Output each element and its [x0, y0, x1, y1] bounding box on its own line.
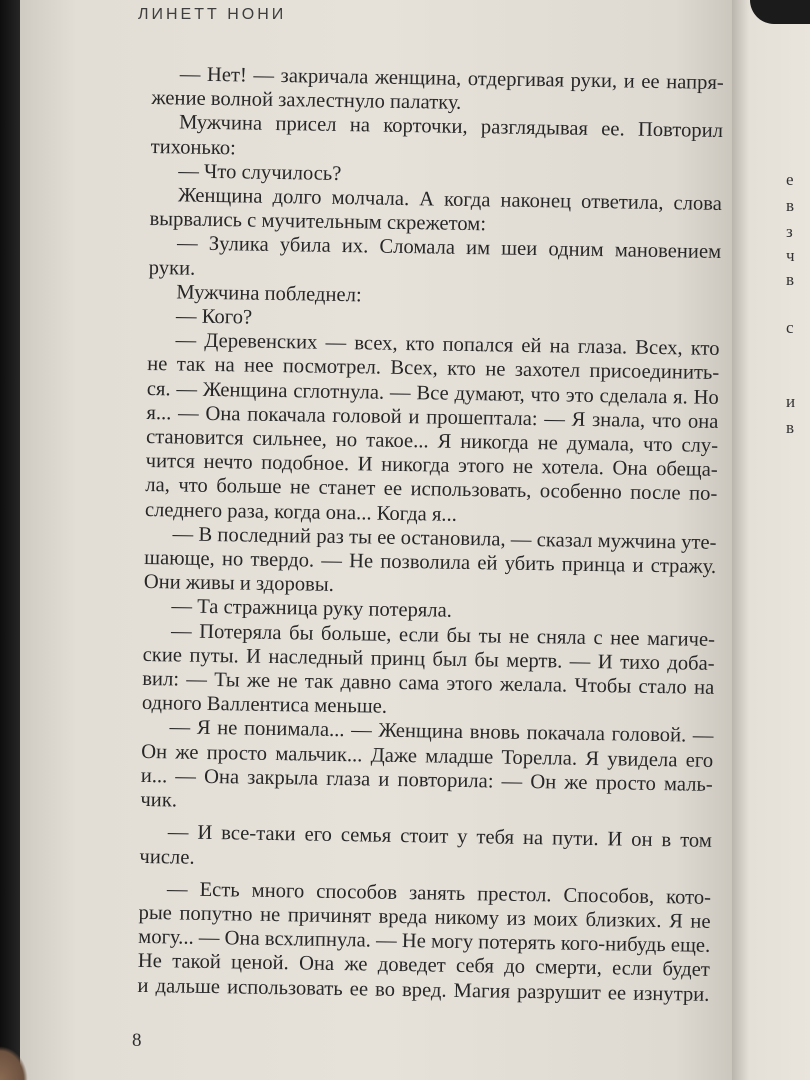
text-line: ся. — Женщина сглотнула. — Все думают, что это сделала я. Но — [146, 377, 719, 409]
text-line: могу... — Она всхлипнула. — Не могу потерять кого-нибудь еще. — [138, 926, 711, 957]
text-line: — Зулика убила их. Сломала им шеи одним мановением — [176, 232, 722, 264]
text-line: вил: — Ты же не так давно сама этого желала. Чтобы стало на — [142, 668, 715, 699]
edge-letter: в — [786, 196, 795, 215]
thumb — [0, 1046, 28, 1080]
edge-letter: в — [786, 418, 795, 437]
edge-letter: е — [786, 170, 794, 189]
text-line: рые попутно не причинят вреда никому из моих близких. Я не — [138, 901, 711, 933]
text-line: и... — Она закрыла глаза и повторила: — Он же просто маль- — [140, 764, 713, 796]
text-line: одного Валлентиса меньше. — [141, 692, 388, 719]
page-number: 8 — [132, 1030, 142, 1051]
text-line: — В последний раз ты ее остановила, — сказал мужчина уте- — [172, 523, 717, 554]
text-line: ла, что больше не станет ее использовать, особенно после по- — [145, 474, 718, 506]
text-line: вырвались с мучительным скрежетом: — [149, 208, 487, 236]
text-line: ские путы. И наследный принц был бы мертв. — И тихо доба- — [142, 643, 715, 675]
text-line: — Есть много способов занять престол. Способов, кото- — [166, 878, 712, 909]
text-line: не так на нее посмотрел. Всех, кто не захотел присоединить- — [147, 353, 720, 385]
text-line: — И все-таки его семья стоит у тебя на пути. И он в том — [167, 821, 713, 853]
text-line: я... — Она покачала головой и прошептала: — Я знала, что она — [146, 401, 719, 433]
edge-letter: в — [786, 270, 795, 289]
text-line: — Деревенских — всех, кто попался ей на глаза. Всех, кто — [175, 329, 720, 361]
text-line: тихонько: — [150, 135, 237, 159]
text-line: Они живы и здоровы. — [143, 571, 335, 597]
text-line: Мужчина побледнел: — [176, 281, 362, 307]
text-line: — Что случилось? — [178, 160, 342, 185]
text-line: жение волной захлестнуло палатку. — [151, 87, 462, 115]
text-line: — Нет! — закричала женщина, отдергивая руки, и ее напря- — [179, 63, 724, 94]
book-spine — [0, 0, 20, 1080]
text-line: — Кого? — [175, 305, 253, 329]
text-line: руки. — [148, 256, 196, 280]
text-line: шающе, но твердо. — Не позволила ей убить принца и стражу. — [144, 547, 717, 578]
text-line: числе. — [139, 845, 195, 869]
running-header: ЛИНЕТТ НОНИ — [138, 6, 287, 23]
dark-corner — [750, 0, 810, 24]
text-line: чик. — [140, 789, 178, 812]
facing-page-edge — [732, 0, 810, 1080]
text-line: — Потеряла бы больше, если бы ты не сняла с нее магиче- — [170, 620, 716, 651]
text-line: Мужчина присел на корточки, разглядывая ее. Повторил — [178, 111, 724, 143]
text-line: становится сильнее, но такое... Я никогда не думала, что слу- — [145, 426, 719, 457]
book-page — [20, 0, 732, 1080]
text-line: следнего раза, когда она... Когда я... — [144, 498, 458, 526]
text-line: — Я не понимала... — Женщина вновь покачала головой. — — [169, 716, 714, 748]
edge-letter: ч — [786, 246, 795, 265]
text-line: — Та стражница руку потеряла. — [171, 595, 453, 623]
text-line: и дальше использовать ее во вред. Магия разрушит ее изнутри. — [137, 974, 710, 1006]
text-line: Женщина долго молчала. А когда наконец ответила, слова — [177, 184, 723, 215]
edge-letter: с — [786, 318, 794, 337]
edge-letter: з — [786, 222, 793, 241]
text-line: Он же просто мальчик... Даже младше Торелла. Я увидела его — [140, 740, 714, 772]
body-text — [137, 62, 724, 1007]
text-line: Не такой ценой. Она же доведет себя до смерти, если будет — [137, 950, 710, 982]
text-line: чится нечто подобное. И никогда этого не хотела. Она обеща- — [145, 450, 718, 482]
edge-letter: и — [786, 392, 796, 411]
